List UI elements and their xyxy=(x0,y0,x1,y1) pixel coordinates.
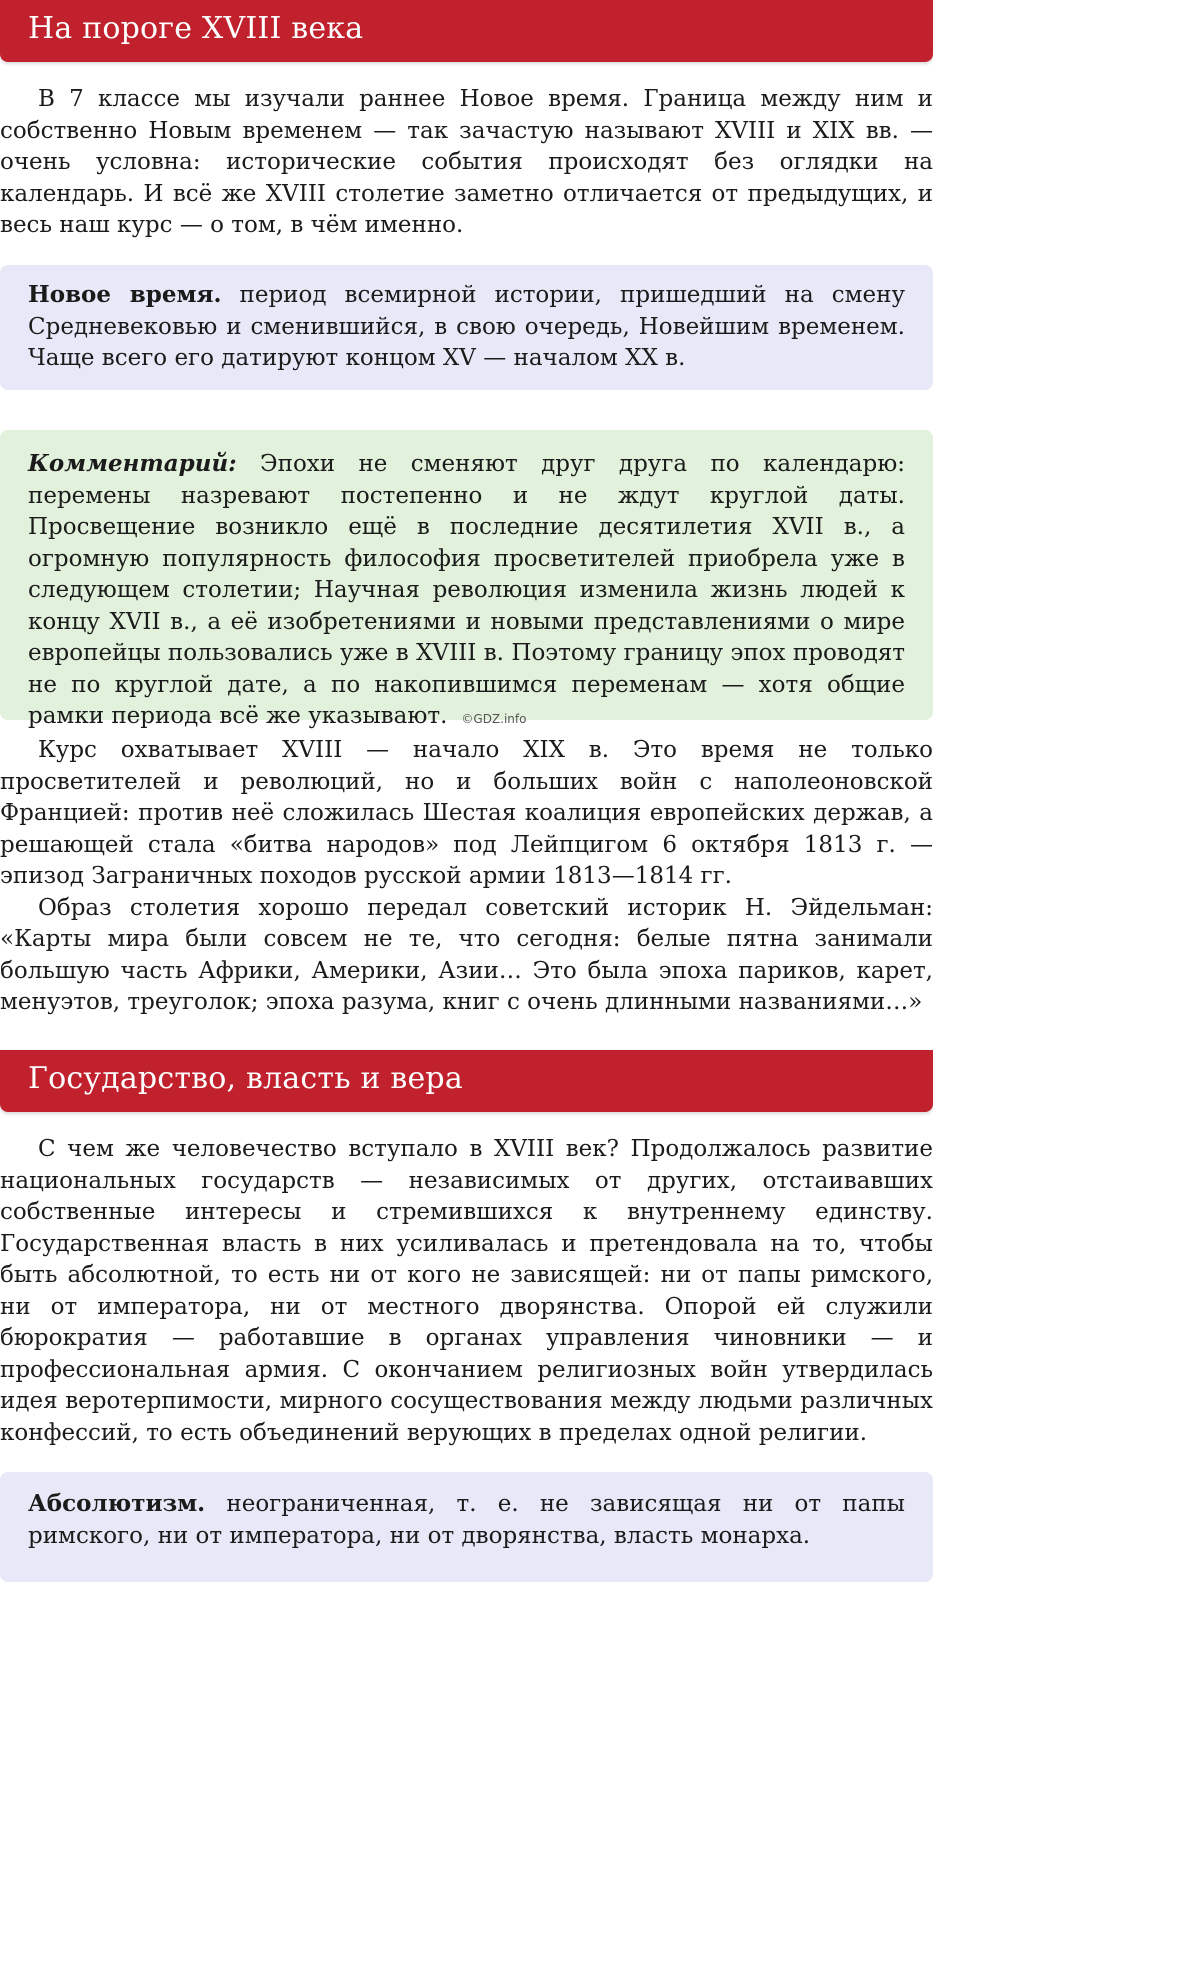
definition-text xyxy=(28,1488,905,1552)
comment-box xyxy=(0,430,933,729)
paragraph-text: В 7 классе мы изучали раннее Новое время. Граница между ним и собственно Новым временем — так зачастую называют XVIII и XIX вв. — очень условна: исторические события происходят без оглядки на календарь. И всё же XVIII столетие заметно отличается от предыдущих, и весь наш курс — о том, в чём именно. xyxy=(0,86,933,238)
definition-box-absolutism xyxy=(0,1472,933,1582)
definition-body: неограниченная, т. е. не зависящая ни от папы римского, ни от императора, ни от дворянства, власть монарха. xyxy=(28,1491,905,1549)
intro-paragraph xyxy=(0,84,933,242)
definition-text xyxy=(28,279,905,375)
comment-text xyxy=(28,448,905,736)
comment-label: Комментарий: xyxy=(28,450,237,477)
section-title: На пороге XVIII века xyxy=(28,11,364,46)
definition-term: Новое время. xyxy=(28,281,222,308)
paragraph-text: С чем же человечество вступало в XVIII век? Продолжалось развитие национальных государств — независимых от других, отстаивавших собственные интересы и стремившихся к внутреннему единству. Государственная власть в них усиливалась и претендовала на то, чтобы быть абсолютной, то есть ни от кого не зависящей: ни от папы римского, ни от императора, ни от местного дворянства. Опорой ей служили бюрократия — работавшие в органах управления чиновники — и профессиональная армия. С окончанием религиозных войн утвердилась идея веротерпимости, мирного сосуществования между людьми различных конфессий, то есть объединений верующих в пределах одной религии. xyxy=(0,1136,933,1446)
section-title: Государство, власть и вера xyxy=(28,1061,463,1096)
body-paragraphs xyxy=(0,735,933,1019)
section-heading-1 xyxy=(0,0,933,62)
paragraph-text: Образ столетия хорошо передал советский историк Н. Эйдельман: «Карты мира были совсем не те, что сегодня: белые пятна занимали большую часть Африки, Америки, Азии… Это была эпоха париков, карет, менуэтов, треуголок; эпоха разума, книг с очень длинными названиями…» xyxy=(0,894,933,1015)
definition-box xyxy=(0,265,933,390)
section2-paragraph xyxy=(0,1134,933,1449)
credit-label: ©GDZ.info xyxy=(461,712,527,726)
section-heading-2 xyxy=(0,1050,933,1112)
definition-term: Абсолютизм. xyxy=(28,1490,206,1517)
comment-body: Эпохи не сменяют друг друга по календарю: перемены назревают постепенно и не ждут круглой даты. Просвещение возникло ещё в последние десятилетия XVII в., а огромную популярность философия просветителей приобрела уже в следующем столетии; Научная революция изменила жизнь людей к концу XVII в., а её изобретениями и новыми представлениями о мире европейцы пользовались уже в XVIII в. Поэтому границу эпох проводят не по круглой дате, а по накопившимся переменам — хотя общие рамки периода всё же указывают. xyxy=(28,451,905,729)
paragraph-text: Курс охватывает XVIII — начало XIX в. Это время не только просветителей и революций, но и больших войн с наполеоновской Францией: против неё сложилась Шестая коалиция европейских держав, а решающей стала «битва народов» под Лейпцигом 6 октября 1813 г. — эпизод Заграничных походов русской армии 1813—1814 гг. xyxy=(0,737,933,889)
definition-body: период всемирной истории, пришедший на смену Средневековью и сменившийся, в свою очередь, Новейшим временем. Чаще всего его датируют концом XV — началом XX в. xyxy=(28,282,905,371)
